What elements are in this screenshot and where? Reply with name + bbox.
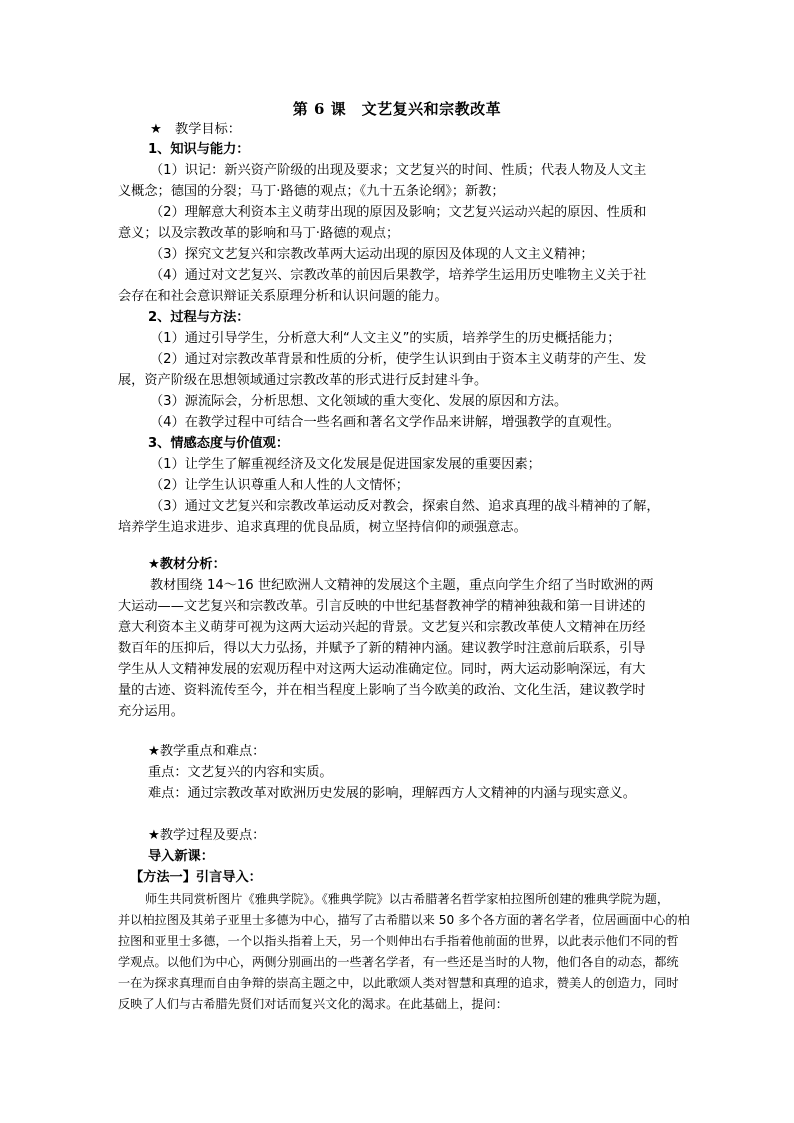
key-points-heading: ★教学重点和难点：: [148, 744, 266, 759]
teaching-goals-heading: ★ 教学目标：: [150, 122, 241, 137]
teaching-process-heading: ★教学过程及要点：: [148, 828, 266, 843]
analysis-line-3: 意大利资本主义萌芽可视为这两大运动兴起的背景。文艺复兴和宗教改革使人文精神在历经: [118, 620, 646, 635]
goal-2-3-line-1: （3）源流际会，分析思想、文化领域的重大变化、发展的原因和方法。: [150, 394, 568, 409]
process-method-heading: 2、过程与方法：: [148, 310, 250, 325]
goal-2-1-line-1: （1）通过引导学生，分析意大利“人文主义”的实质，培养学生的历史概括能力；: [150, 331, 621, 346]
knowledge-ability-heading: 1、知识与能力：: [148, 142, 250, 157]
goal-3-2-line-1: （2）让学生认识尊重人和人性的人文情怀；: [150, 478, 409, 493]
goal-1-4-line-2: 会存在和社会意识辩证关系原理分析和认识问题的能力。: [118, 289, 448, 304]
process-line-3: 拉图和亚里士多德，一个以指头指着上天，另一个则伸出右手指着他前面的世界，以此表示他们不同的哲: [118, 934, 679, 948]
analysis-line-2: 大运动——文艺复兴和宗教改革。引言反映的中世纪基督教神学的精神独裁和第一目讲述的: [118, 599, 646, 614]
process-line-5: 一在为探求真理而自由争辩的崇高主题之中，以此歌颂人类对智慧和真理的追求，赞美人的创造力，同时: [118, 976, 679, 990]
analysis-line-7: 充分运用。: [118, 704, 184, 719]
teaching-focus: 重点：文艺复兴的内容和实质。: [148, 765, 333, 780]
goal-3-1-line-1: （1）让学生了解重视经济及文化发展是促进国家发展的重要因素；: [150, 457, 541, 472]
process-line-6: 反映了人们与古希腊先贤们对话而复兴文化的渴求。在此基础上，提问：: [118, 997, 508, 1011]
analysis-line-4: 数百年的压抑后，得以大力弘扬，并赋予了新的精神内涵。建议教学时注意前后联系，引导: [118, 641, 646, 656]
textbook-analysis-heading: ★教材分析：: [148, 557, 226, 572]
goal-3-3-line-1: （3）通过文艺复兴和宗教改革运动反对教会，探索自然、追求真理的战斗精神的了解，: [150, 499, 660, 514]
goal-1-4-line-1: （4）通过对文艺复兴、宗教改革的前因后果教学，培养学生运用历史唯物主义关于社: [150, 268, 647, 283]
goal-2-4-line-1: （4）在教学过程中可结合一些名画和著名文学作品来讲解，增强教学的直观性。: [150, 415, 620, 430]
analysis-line-1: 教材围绕 14～16 世纪欧洲人文精神的发展这个主题，重点向学生介绍了当时欧洲的两: [150, 578, 654, 593]
goal-3-3-line-2: 培养学生追求进步、追求真理的优良品质，树立坚持信仰的顽强意志。: [118, 520, 527, 535]
goal-2-2-line-2: 展，资产阶级在思想领域通过宗教改革的形式进行反封建斗争。: [118, 373, 488, 388]
lesson-title: 第 6 课 文艺复兴和宗教改革: [292, 100, 502, 118]
analysis-line-5: 学生从人文精神发展的宏观历程中对这两大运动准确定位。同时，两大运动影响深远，有大: [118, 662, 646, 677]
intro-heading: 导入新课：: [148, 849, 214, 864]
method-one-heading: 【方法一】引言导入：: [130, 870, 262, 885]
goal-1-1-line-2: 义概念；德国的分裂；马丁·路德的观点；《九十五条论纲》；新教；: [118, 184, 505, 199]
goal-2-2-line-1: （2）通过对宗教改革背景和性质的分析，使学生认识到由于资本主义萌芽的产生、发: [150, 352, 647, 367]
teaching-difficulty: 难点：通过宗教改革对欧洲历史发展的影响，理解西方人文精神的内涵与现实意义。: [148, 786, 636, 801]
process-line-1: 师生共同赏析图片《雅典学院》。《雅典学院》以古希腊著名哲学家柏拉图所创建的雅典学院为题，: [145, 892, 670, 906]
emotion-values-heading: 3、情感态度与价值观：: [148, 436, 290, 451]
goal-1-2-line-1: （2）理解意大利资本主义萌芽出现的原因及影响；文艺复兴运动兴起的原因、性质和: [150, 205, 647, 220]
process-line-4: 学观点。以他们为中心，两侧分别画出的一些著名学者，有一些还是当时的人物，他们各自的动态，都统: [118, 955, 679, 969]
goal-1-3-line-1: （3）探究文艺复兴和宗教改革两大运动出现的原因及体现的人文主义精神；: [150, 247, 594, 262]
goal-1-2-line-2: 意义；以及宗教改革的影响和马丁·路德的观点；: [118, 226, 400, 241]
goal-1-1-line-1: （1）识记：新兴资产阶级的出现及要求；文艺复兴的时间、性质；代表人物及人文主: [150, 163, 647, 178]
process-line-2: 并以柏拉图及其弟子亚里士多德为中心，描写了古希腊以来 50 多个各方面的著名学者，位居画面中心的柏: [118, 913, 690, 927]
analysis-line-6: 量的古迹、资料流传至今，并在相当程度上影响了当今欧美的政治、文化生活，建议教学时: [118, 683, 646, 698]
